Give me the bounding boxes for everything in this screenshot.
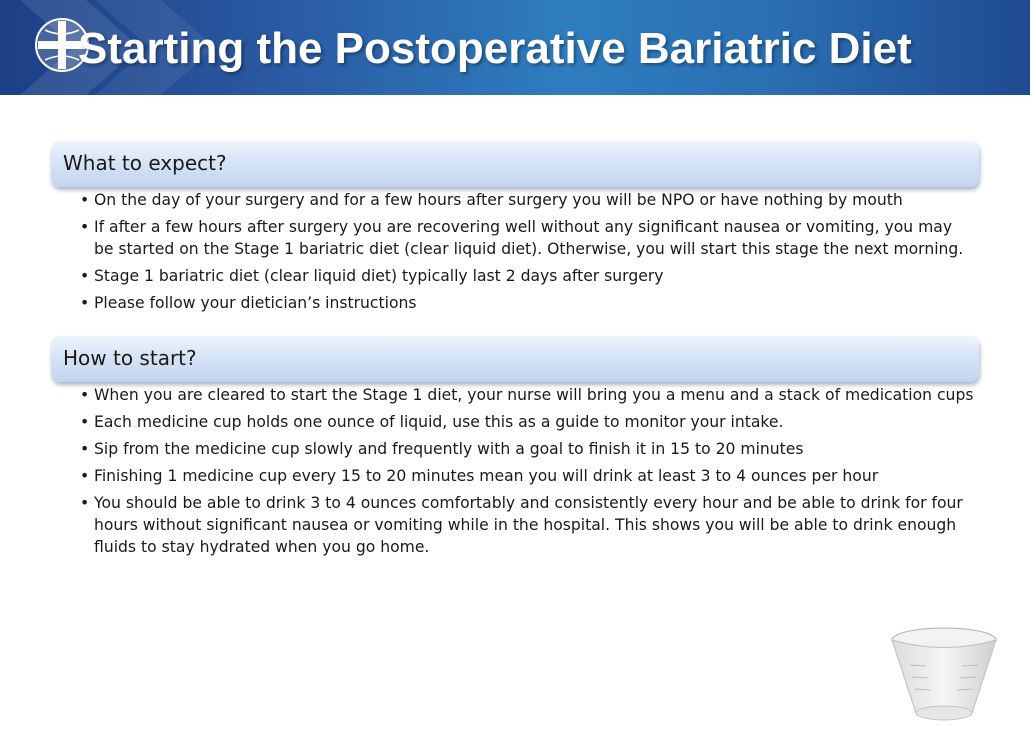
list-item: • If after a few hours after surgery you are recovering well without any significant nausea or vomiting, you may be started on the Stage 1 bariatric diet (clear liquid diet). Otherwise, you will start this stage the next morning. — [80, 216, 975, 260]
section-header-what-to-expect — [51, 141, 979, 187]
list-item: • When you are cleared to start the Stage 1 diet, your nurse will bring you a menu and a stack of medication cups — [80, 384, 975, 406]
list-item: • Sip from the medicine cup slowly and frequently with a goal to finish it in 15 to 20 minutes — [80, 438, 975, 460]
page-title: Starting the Postoperative Bariatric Diet — [78, 24, 912, 73]
list-item: • Finishing 1 medicine cup every 15 to 20 minutes mean you will drink at least 3 to 4 ounces per hour — [80, 465, 975, 487]
list-item: • On the day of your surgery and for a few hours after surgery you will be NPO or have nothing by mouth — [80, 189, 975, 211]
section-title: What to expect? — [63, 151, 227, 175]
medicine-cup-icon — [888, 625, 1000, 725]
list-item: • You should be able to drink 3 to 4 ounces comfortably and consistently every hour and be able to drink for four hours without significant nausea or vomiting while in the hospital. This shows you will be able to drink enough fluids to stay hydrated when you go home. — [80, 492, 975, 558]
bullet-list-what-to-expect — [80, 189, 975, 319]
section-title: How to start? — [63, 346, 197, 370]
list-item: • Each medicine cup holds one ounce of liquid, use this as a guide to monitor your intake. — [80, 411, 975, 433]
list-item: • Stage 1 bariatric diet (clear liquid diet) typically last 2 days after surgery — [80, 265, 975, 287]
list-item: • Please follow your dietician’s instructions — [80, 292, 975, 314]
section-header-how-to-start — [51, 336, 979, 382]
bullet-list-how-to-start — [80, 384, 975, 563]
